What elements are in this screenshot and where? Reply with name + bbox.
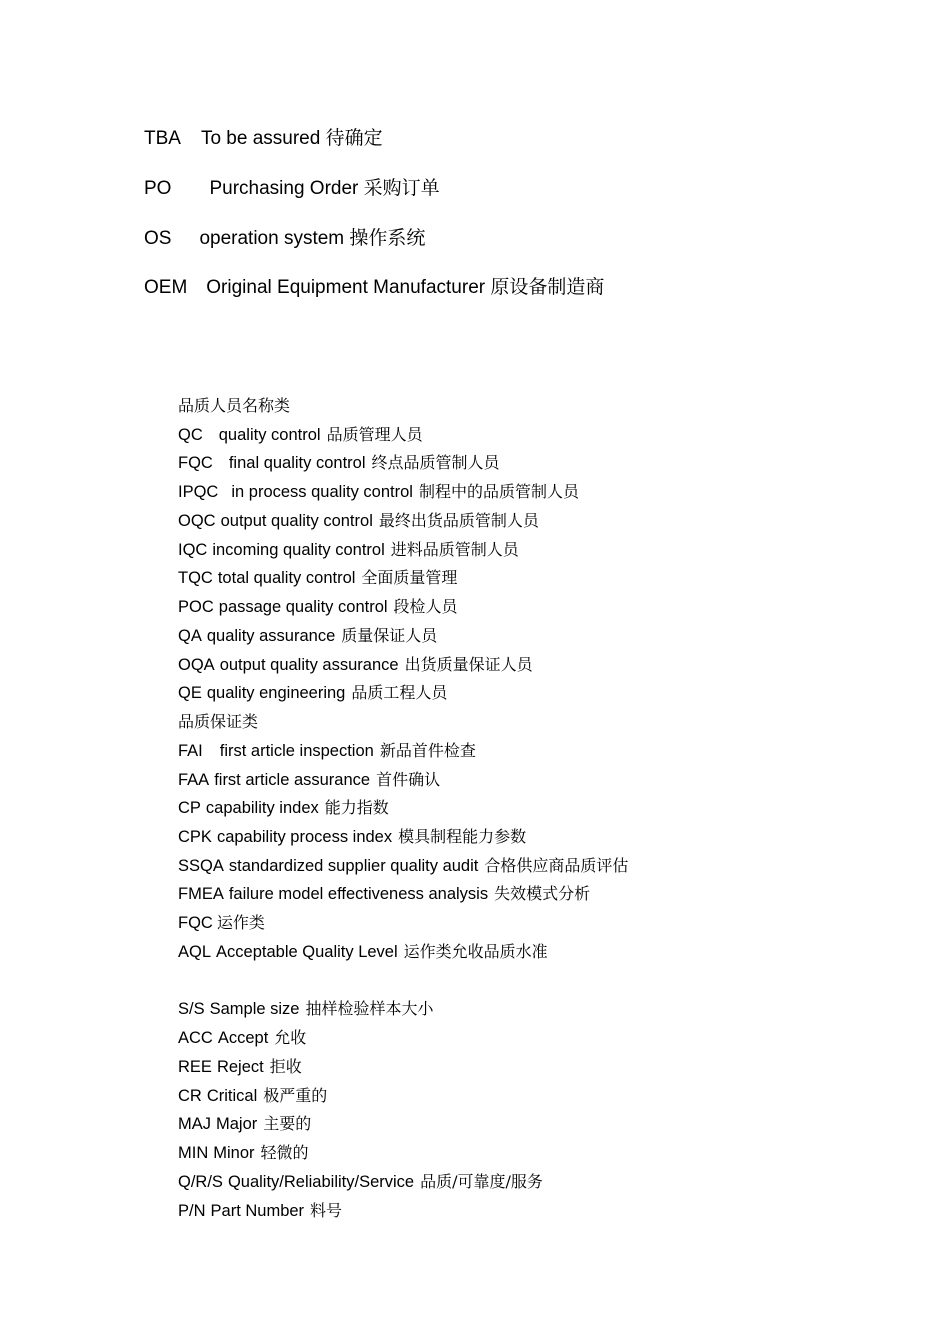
term-cr bbox=[178, 1084, 628, 1113]
term-cpk bbox=[178, 825, 628, 854]
term-abbr: FMEA bbox=[178, 885, 224, 904]
term-abbr: QE bbox=[178, 684, 202, 703]
term-poc bbox=[178, 595, 628, 624]
term-en: output quality control bbox=[220, 511, 373, 530]
term-qa bbox=[178, 624, 628, 653]
term-en: standardized supplier quality audit bbox=[228, 856, 479, 875]
term-zh: 料号 bbox=[310, 1200, 343, 1220]
term-abbr: SSQA bbox=[178, 856, 224, 875]
term-en: Part Number bbox=[210, 1201, 305, 1220]
entry-os bbox=[144, 226, 604, 276]
term-abbr: MAJ bbox=[178, 1115, 211, 1134]
term-en: Acceptable Quality Level bbox=[216, 942, 398, 961]
term-en: first article assurance bbox=[214, 770, 371, 789]
section-heading-assurance: 品质保证类 bbox=[178, 712, 259, 732]
term-zh: 进料品质管制人员 bbox=[390, 539, 519, 559]
term-zh: 运作类允收品质水准 bbox=[403, 941, 548, 961]
term-en: Accept bbox=[217, 1029, 269, 1048]
term-abbr: AQL bbox=[178, 942, 212, 961]
term-abbr: IQC bbox=[178, 540, 208, 559]
entry-abbr: OS bbox=[144, 227, 172, 249]
term-zh: 轻微的 bbox=[260, 1143, 309, 1163]
term-zh: 品质管理人员 bbox=[326, 424, 423, 444]
term-fai bbox=[178, 739, 628, 768]
term-cp bbox=[178, 796, 628, 825]
term-zh: 首件确认 bbox=[376, 769, 441, 789]
term-en: in process quality control bbox=[231, 483, 413, 502]
entry-abbr: OEM bbox=[144, 277, 188, 299]
entry-oem bbox=[144, 275, 604, 325]
term-en: Sample size bbox=[209, 1000, 300, 1019]
section-heading-abbr: FQC bbox=[178, 914, 213, 933]
entry-text: operation system 操作系统 bbox=[199, 227, 426, 249]
term-min bbox=[178, 1141, 628, 1170]
term-en: failure model effectiveness analysis bbox=[228, 885, 489, 904]
term-zh: 质量保证人员 bbox=[341, 625, 438, 645]
term-abbr: POC bbox=[178, 598, 214, 617]
section-heading-personnel: 品质人员名称类 bbox=[178, 396, 291, 415]
term-en: passage quality control bbox=[218, 598, 388, 617]
term-abbr: CP bbox=[178, 799, 201, 818]
term-zh: 合格供应商品质评估 bbox=[484, 855, 629, 875]
term-abbr: REE bbox=[178, 1057, 212, 1076]
term-abbr: S/S bbox=[178, 1000, 205, 1019]
term-faa bbox=[178, 768, 628, 797]
term-zh: 允收 bbox=[274, 1028, 307, 1048]
term-zh: 品质/可靠度/服务 bbox=[420, 1171, 543, 1191]
term-en: Quality/Reliability/Service bbox=[227, 1172, 415, 1191]
term-zh: 品质工程人员 bbox=[351, 683, 448, 703]
term-pn bbox=[178, 1199, 628, 1228]
term-abbr: MIN bbox=[178, 1144, 209, 1163]
term-aql bbox=[178, 940, 628, 969]
term-en: total quality control bbox=[217, 569, 356, 588]
term-abbr: FAI bbox=[178, 741, 203, 760]
term-iqc bbox=[178, 538, 628, 567]
term-zh: 段检人员 bbox=[393, 597, 458, 617]
term-ssqa bbox=[178, 854, 628, 883]
term-zh: 制程中的品质管制人员 bbox=[418, 482, 579, 502]
blank-line bbox=[178, 969, 628, 998]
entry-abbr: TBA bbox=[144, 128, 181, 149]
term-en: Critical bbox=[206, 1086, 258, 1105]
entry-text: Purchasing Order 采购订单 bbox=[209, 177, 440, 199]
term-zh: 抽样检验样本大小 bbox=[305, 999, 434, 1019]
term-abbr: FAA bbox=[178, 770, 210, 789]
term-zh: 失效模式分析 bbox=[494, 884, 591, 904]
term-qc bbox=[178, 423, 628, 452]
top-abbreviation-list bbox=[144, 126, 604, 325]
term-zh: 主要的 bbox=[263, 1114, 312, 1134]
term-qrs bbox=[178, 1170, 628, 1199]
term-abbr: IPQC bbox=[178, 483, 219, 502]
term-ree bbox=[178, 1055, 628, 1084]
term-zh: 极严重的 bbox=[263, 1085, 328, 1105]
term-en: capability process index bbox=[216, 828, 393, 847]
entry-abbr: PO bbox=[144, 177, 172, 199]
term-zh: 拒收 bbox=[269, 1056, 302, 1076]
entry-text: Original Equipment Manufacturer 原设备制造商 bbox=[206, 277, 605, 299]
term-zh: 全面质量管理 bbox=[361, 568, 458, 588]
term-abbr: OQC bbox=[178, 511, 216, 530]
term-zh: 能力指数 bbox=[324, 798, 389, 818]
entry-text: To be assured 待确定 bbox=[200, 128, 383, 149]
term-en: capability index bbox=[205, 799, 319, 818]
term-zh: 出货质量保证人员 bbox=[404, 654, 533, 674]
term-en: incoming quality control bbox=[212, 540, 385, 559]
term-abbr: ACC bbox=[178, 1029, 213, 1048]
term-en: final quality control bbox=[228, 454, 366, 473]
term-fmea bbox=[178, 882, 628, 911]
term-en: quality assurance bbox=[206, 626, 336, 645]
term-abbr: QC bbox=[178, 425, 203, 444]
term-en: quality control bbox=[218, 425, 321, 444]
term-en: Reject bbox=[216, 1057, 264, 1076]
term-en: Major bbox=[216, 1115, 258, 1134]
term-abbr: TQC bbox=[178, 569, 213, 588]
entry-tba bbox=[144, 126, 604, 176]
term-abbr: CR bbox=[178, 1086, 202, 1105]
term-maj bbox=[178, 1112, 628, 1141]
term-abbr: OQA bbox=[178, 655, 215, 674]
term-abbr: P/N bbox=[178, 1201, 206, 1220]
section-heading-zh: 运作类 bbox=[216, 913, 265, 933]
term-oqc bbox=[178, 509, 628, 538]
term-oqa bbox=[178, 653, 628, 682]
term-abbr: CPK bbox=[178, 828, 212, 847]
term-abbr: Q/R/S bbox=[178, 1172, 223, 1191]
term-ss bbox=[178, 997, 628, 1026]
term-zh: 最终出货品质管制人员 bbox=[378, 510, 539, 530]
entry-po bbox=[144, 176, 604, 226]
section-heading-fqc bbox=[178, 911, 628, 940]
term-en: first article inspection bbox=[219, 741, 374, 760]
term-abbr: QA bbox=[178, 626, 202, 645]
term-en: output quality assurance bbox=[219, 655, 399, 674]
term-zh: 模具制程能力参数 bbox=[398, 827, 527, 847]
quality-terms-list bbox=[178, 394, 628, 1227]
term-ipqc bbox=[178, 480, 628, 509]
term-tqc bbox=[178, 566, 628, 595]
term-zh: 终点品质管制人员 bbox=[371, 453, 500, 473]
term-zh: 新品首件检查 bbox=[379, 740, 476, 760]
term-qe bbox=[178, 681, 628, 710]
term-fqc bbox=[178, 451, 628, 480]
term-en: Minor bbox=[213, 1144, 255, 1163]
term-abbr: FQC bbox=[178, 454, 213, 473]
term-acc bbox=[178, 1026, 628, 1055]
term-en: quality engineering bbox=[206, 684, 346, 703]
